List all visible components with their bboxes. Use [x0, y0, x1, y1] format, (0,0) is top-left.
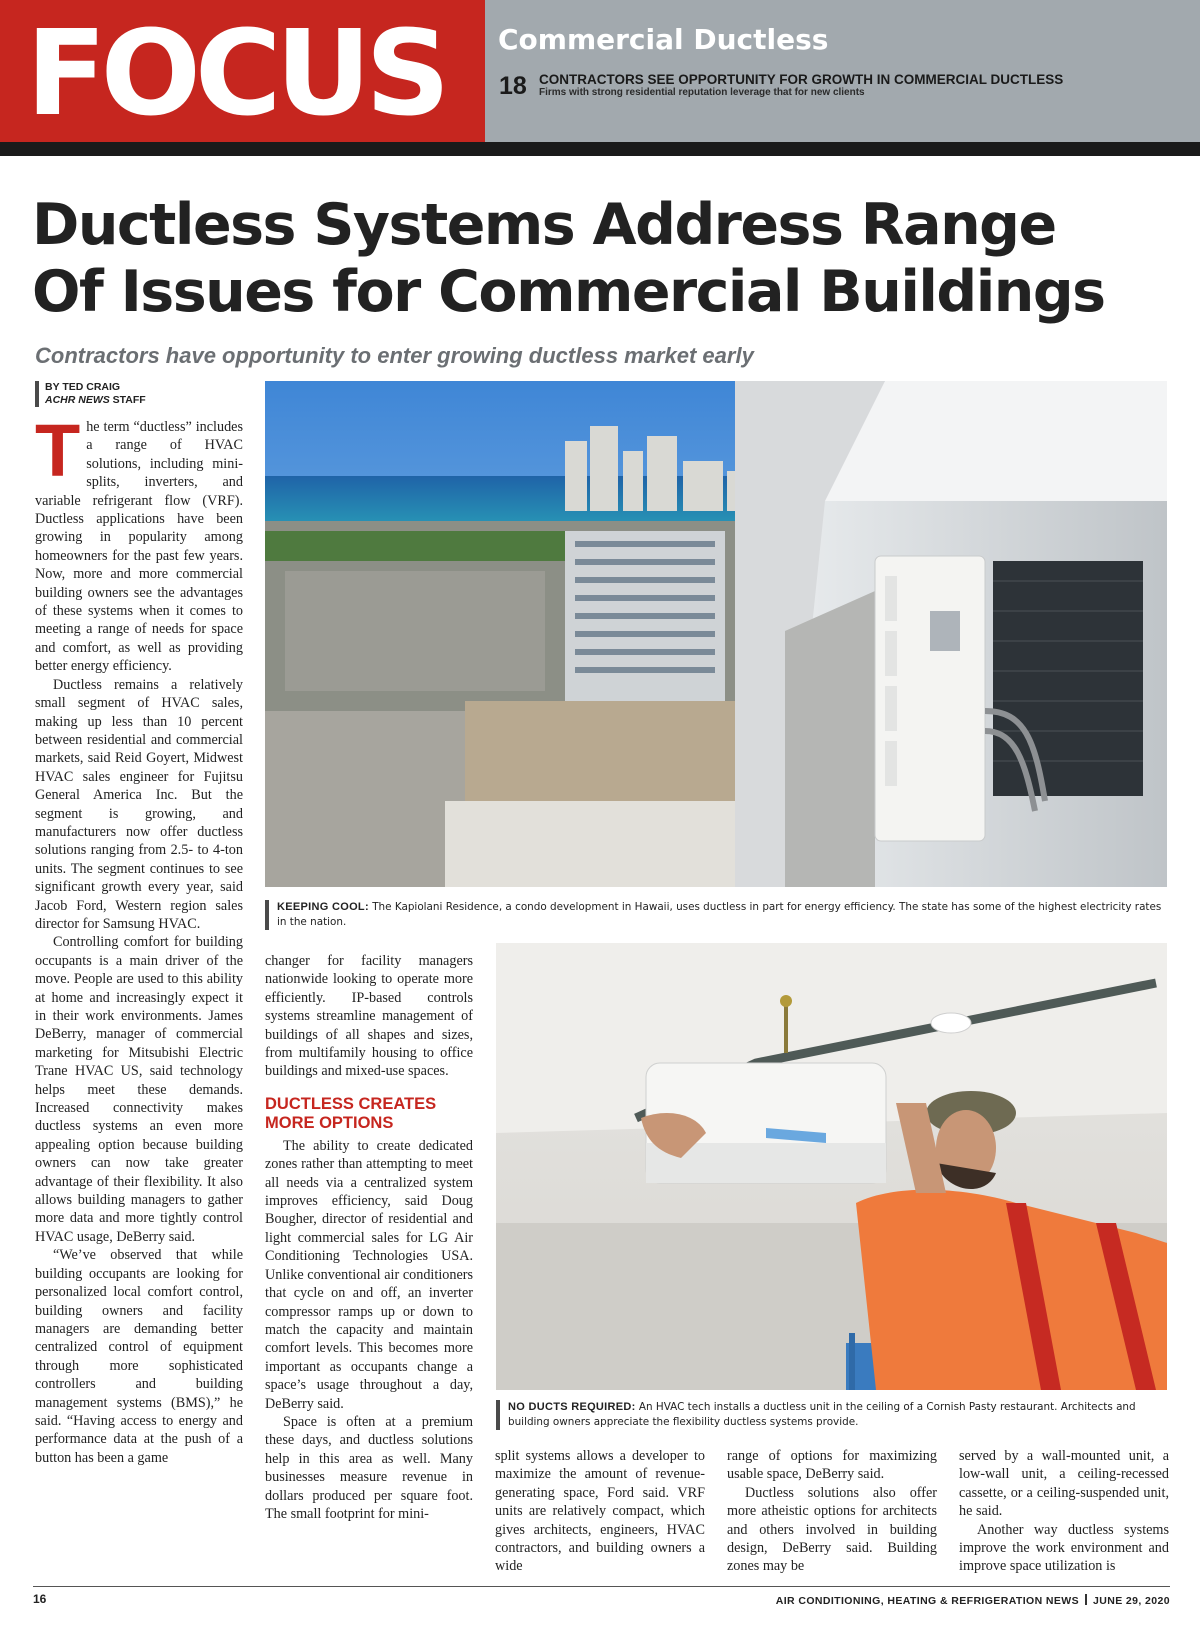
teaser-title: CONTRACTORS SEE OPPORTUNITY FOR GROWTH IN COMMERCIAL DUCTLESS [539, 72, 1064, 87]
byline-name: BY TED CRAIG [45, 381, 121, 393]
paragraph: Ductless solutions also offer more atheistic options for architects and others involved in building design, DeBerry said. Building zones may be [727, 1484, 937, 1575]
photo-technician-installing-unit [496, 943, 1167, 1390]
footer-separator [1085, 1594, 1087, 1605]
paragraph: Controlling comfort for building occupants is a main driver of the move. People are used to this ability at home and increasingly expect it in their work environments. James DeBerry, manager of commercial marketing for Mitsubishi Electric Trane HVAC US, said technology helps meet these demands. Increased connectivity makes ductless systems an even more appealing option because building owners can now take greater advantage of their flexibility. It also allows building managers to gather more data and more tightly control HVAC usage, DeBerry said. [35, 934, 243, 1245]
caption-label: KEEPING COOL: [277, 901, 369, 913]
caption-text: An HVAC tech installs a ductless unit in the ceiling of a Cornish Pasty restaurant. Architects and building owners appreciate the flexibility ductless systems provide. [508, 1401, 1136, 1428]
paragraph: Ductless remains a relatively small segment of HVAC sales, making up less than 10 percent between residential and commercial markets, said Reid Goyert, Midwest HVAC sales engineer for Fujitsu General America Inc. But the segment is growing, and manufacturers now offer ductless solutions ranging from 2.5- to 4-ton units. The segment continues to see significant growth every year, said Jacob Ford, Western region sales director for Samsung HVAC. [35, 676, 243, 932]
article-column-2 [265, 952, 473, 1578]
publication-name: AIR CONDITIONING, HEATING & REFRIGERATION NEWS [775, 1595, 1079, 1607]
footer-publication [776, 1594, 1170, 1607]
drop-cap: T [35, 418, 81, 492]
caption-text: The Kapiolani Residence, a condo development in Hawaii, uses ductless in part for energy efficiency. The state has some of the highest electricity rates in the nation. [277, 901, 1162, 928]
paragraph: The ability to create dedicated zones rather than attempting to meet all needs via a centralized system improves efficiency, said Doug Bougher, director of residential and light commercial sales for LG Air Conditioning Technologies USA. Unlike conventional air conditioners that cycle on and off, an inverter compressor ramps up or down to match the capacity and maintain comfort levels. This becomes more important as occupants change a space’s usage throughout a day, DeBerry said. [265, 1137, 473, 1412]
photo-technician-illustration [496, 943, 1167, 1390]
photo-caption-1 [265, 900, 1165, 930]
paragraph: changer for facility managers nationwide looking to operate more efficiently. IP-based controls systems streamline management of buildings of all shapes and sizes, from multifamily housing to office buildings and mixed-use spaces. [265, 953, 473, 1080]
photo-rooftop-illustration [265, 381, 1167, 887]
headline-line-2: Of Issues for Commercial Buildings [32, 259, 1105, 325]
paragraph: “We’ve observed that while building occupants are looking for personalized local comfort control, building owners and facility managers are demanding better centralized control of equipment through more sophisticated controllers and building management systems (BMS),” he said. “Having access to energy and performance data at the push of a button has been a game [35, 1247, 243, 1466]
byline-publication: ACHR NEWS [45, 394, 110, 406]
photo-rooftop-ductless-unit [265, 381, 1167, 887]
byline-role: STAFF [109, 394, 146, 406]
article-column-5 [959, 1447, 1169, 1578]
paragraph: The term “ductless” includes a range of HVAC solutions, including mini-splits, inverters, and variable refrigerant flow (VRF). Ductless applications have been growing in popularity among homeowners for the past few years. Now, more and more commercial building owners see the advantages of these systems when it comes to meeting a range of needs for space and comfort, as well as providing better energy efficiency. [35, 418, 243, 675]
focus-banner [0, 0, 485, 142]
paragraph: served by a wall-mounted unit, a low-wall unit, a ceiling-recessed cassette, or a ceiling-suspended unit, he said. [959, 1448, 1169, 1520]
section-subhead: DUCTLESS CREATES MORE OPTIONS [265, 1094, 437, 1132]
paragraph: Another way ductless systems improve the work environment and improve space utilization is [959, 1521, 1169, 1575]
caption-label: NO DUCTS REQUIRED: [508, 1401, 636, 1413]
paragraph: split systems allows a developer to maximize the amount of revenue-generating space, Ford said. VRF units are relatively compact, which gives architects, engineers, HVAC contractors, and building owners a wide [495, 1448, 705, 1575]
byline [35, 381, 146, 407]
teaser-subtitle: Firms with strong residential reputation leverage that for new clients [539, 87, 865, 98]
headline-line-1: Ductless Systems Address Range [32, 192, 1056, 258]
paragraph: Space is often at a premium these days, and ductless solutions help in this area as well. Many businesses measure revenue in dollars produced per square foot. The small footprint for mini- [265, 1413, 473, 1522]
article-column-1 [35, 418, 243, 1578]
article-deck: Contractors have opportunity to enter growing ductless market early [35, 343, 754, 368]
focus-logo: FOCUS [26, 4, 445, 142]
photo-caption-2 [496, 1400, 1168, 1430]
issue-date: JUNE 29, 2020 [1093, 1595, 1170, 1607]
footer-rule [33, 1586, 1170, 1587]
teaser-page-number: 18 [499, 72, 527, 100]
header-divider [0, 142, 1200, 156]
section-title: Commercial Ductless [498, 23, 829, 56]
paragraph: range of options for maximizing usable space, DeBerry said. [727, 1448, 937, 1483]
article-column-4 [727, 1447, 937, 1578]
page-number: 16 [33, 1592, 47, 1606]
section-banner [485, 0, 1200, 142]
article-column-3 [495, 1447, 705, 1578]
article-headline [32, 192, 1182, 326]
